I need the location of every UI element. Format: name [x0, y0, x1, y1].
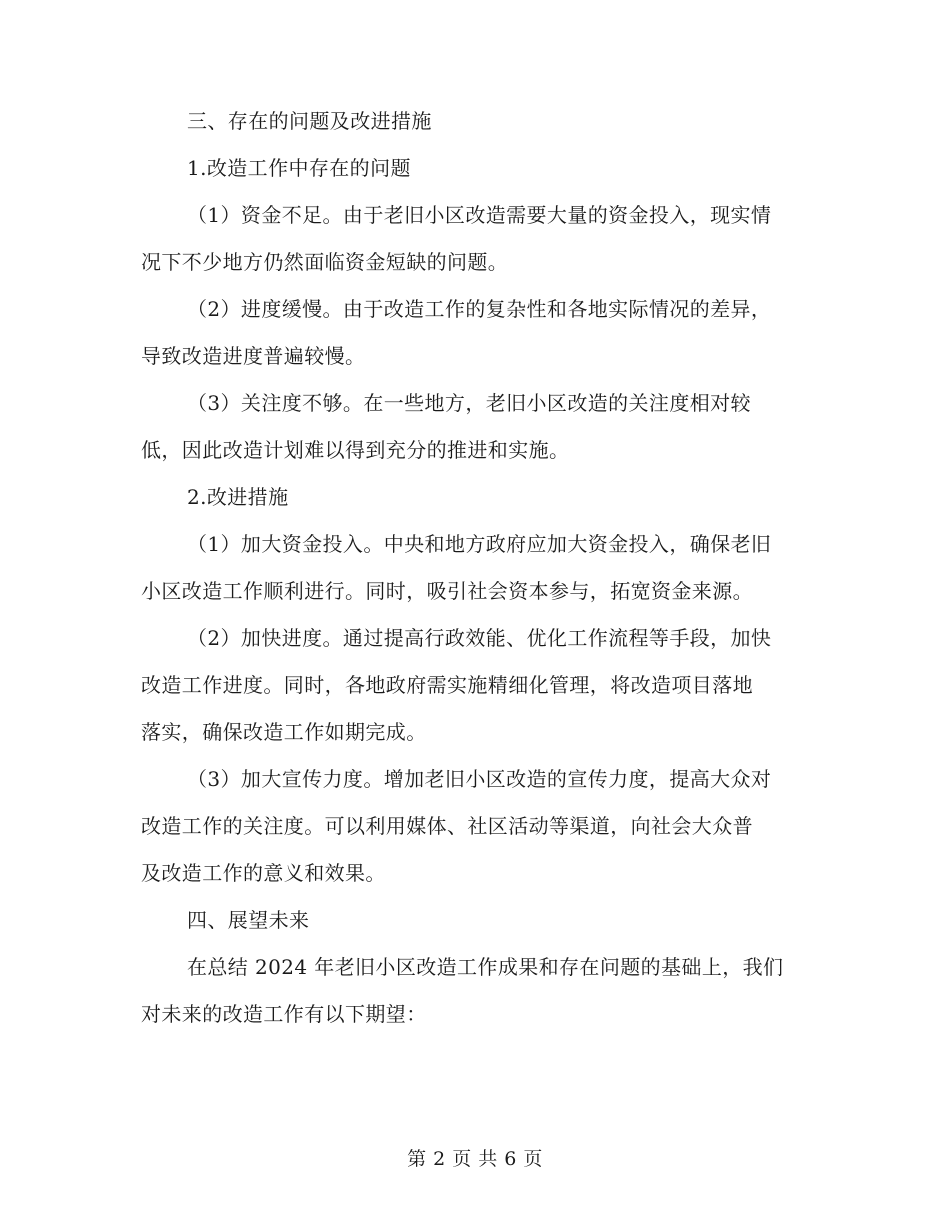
paragraph-line: （1）加大资金投入。中央和地方政府应加大资金投入，确保老旧	[187, 532, 772, 556]
document-body	[141, 98, 809, 1038]
section-heading-outlook: 四、展望未来	[187, 908, 310, 932]
paragraph-line: 改造工作进度。同时，各地政府需实施精细化管理，将改造项目落地	[141, 673, 753, 697]
subheading-existing-problems: 1.改造工作中存在的问题	[187, 156, 411, 180]
paragraph-line: 落实，确保改造工作如期完成。	[141, 720, 427, 744]
paragraph-line: 况下不少地方仍然面临资金短缺的问题。	[141, 250, 509, 274]
paragraph-line: （3）加大宣传力度。增加老旧小区改造的宣传力度，提高大众对	[187, 767, 772, 791]
paragraph-line: 小区改造工作顺利进行。同时，吸引社会资本参与，拓宽资金来源。	[141, 579, 753, 603]
page-number-footer: 第 2 页 共 6 页	[407, 1148, 543, 1170]
paragraph-line: 对未来的改造工作有以下期望：	[141, 1002, 427, 1026]
paragraph-line: （2）进度缓慢。由于改造工作的复杂性和各地实际情况的差异，	[187, 297, 772, 321]
paragraph-line: （2）加快进度。通过提高行政效能、优化工作流程等手段，加快	[187, 626, 772, 650]
paragraph-line: （1）资金不足。由于老旧小区改造需要大量的资金投入，现实情	[187, 203, 772, 227]
paragraph-line: 导致改造进度普遍较慢。	[141, 344, 366, 368]
paragraph-line: 改造工作的关注度。可以利用媒体、社区活动等渠道，向社会大众普	[141, 814, 753, 838]
paragraph-line: 低，因此改造计划难以得到充分的推进和实施。	[141, 438, 570, 462]
paragraph-line: 及改造工作的意义和效果。	[141, 861, 386, 885]
subheading-improvement-measures: 2.改进措施	[187, 485, 289, 509]
section-heading-problems: 三、存在的问题及改进措施	[187, 109, 432, 133]
paragraph-line: 在总结 2024 年老旧小区改造工作成果和存在问题的基础上，我们	[187, 955, 784, 979]
paragraph-line: （3）关注度不够。在一些地方，老旧小区改造的关注度相对较	[187, 391, 751, 415]
